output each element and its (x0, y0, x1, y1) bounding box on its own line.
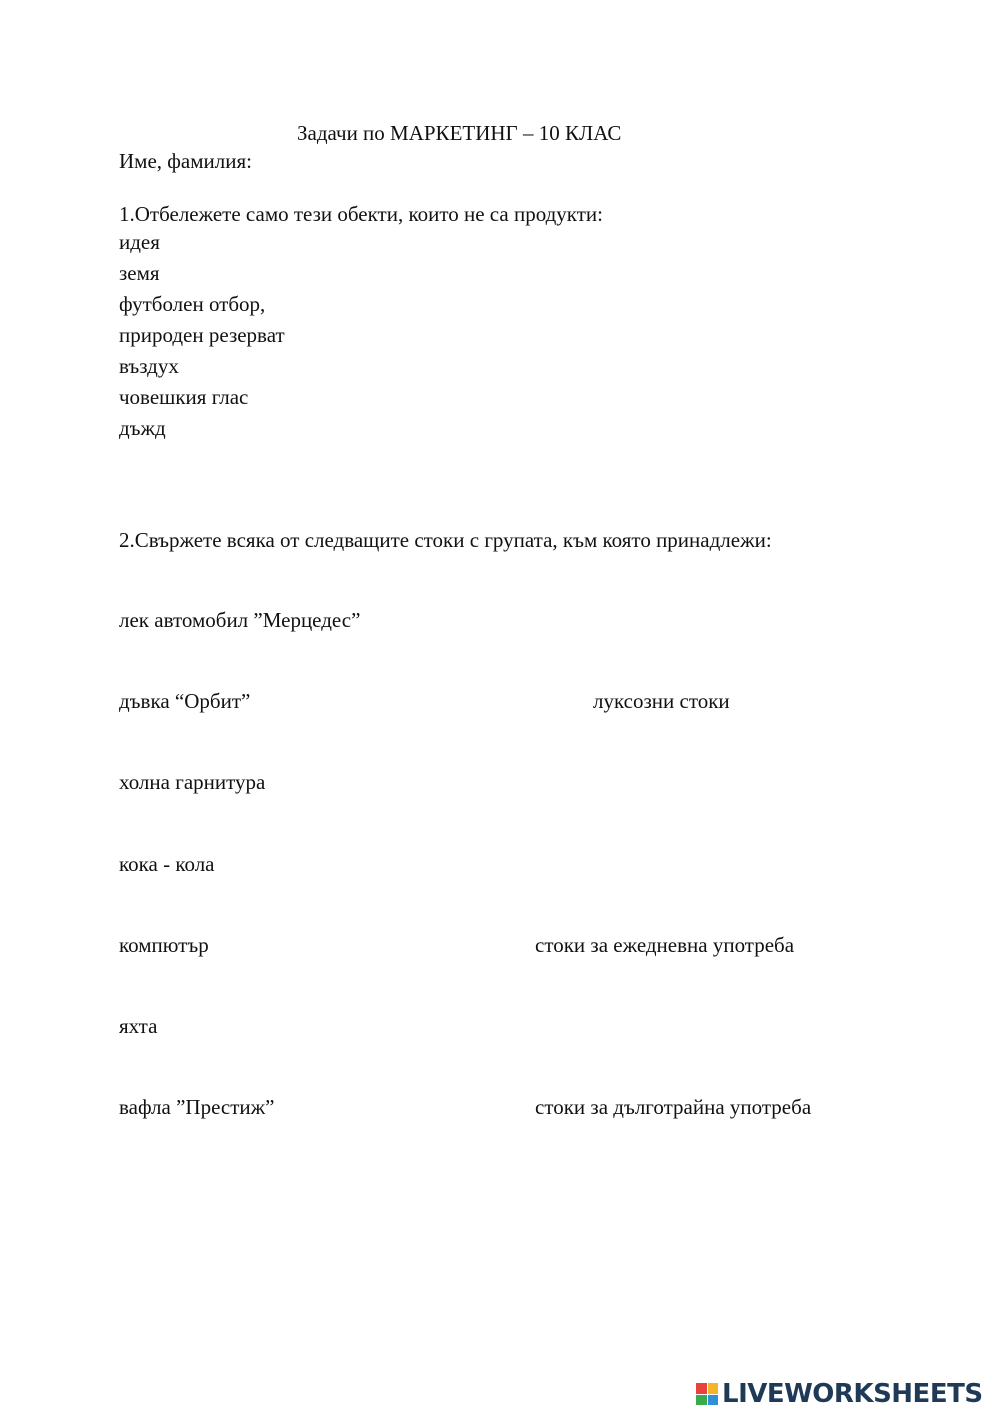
q1-option-idea[interactable]: идея (119, 230, 160, 254)
q2-group-luxury[interactable]: луксозни стоки (593, 689, 730, 713)
q1-option-football-team[interactable]: футболен отбор, (119, 292, 266, 316)
q2-item-sofa-set[interactable]: холна гарнитура (119, 770, 266, 794)
page-title: Задачи по МАРКЕТИНГ – 10 КЛАС (297, 121, 622, 145)
logo-text: LIVEWORKSHEETS (722, 1379, 983, 1409)
question-1-text: 1.Отбележете само тези обекти, които не са продукти: (119, 202, 603, 226)
q1-option-land[interactable]: земя (119, 261, 160, 285)
q2-item-coca-cola[interactable]: кока - кола (119, 852, 215, 876)
q2-item-yacht[interactable]: яхта (119, 1014, 158, 1038)
logo-square-yellow (708, 1383, 719, 1394)
logo-squares-icon (696, 1383, 718, 1405)
logo-square-red (696, 1383, 707, 1394)
q1-option-rain[interactable]: дъжд (119, 416, 166, 440)
logo-square-blue (708, 1395, 719, 1406)
q2-item-mercedes[interactable]: лек автомобил ”Мерцедес” (119, 608, 361, 632)
q2-item-computer[interactable]: компютър (119, 933, 209, 957)
q1-option-air[interactable]: въздух (119, 354, 179, 378)
q1-option-nature-reserve[interactable]: природен резерват (119, 323, 285, 347)
logo-square-green (696, 1395, 707, 1406)
question-2-text: 2.Свържете всяка от следващите стоки с групата, към която принадлежи: (119, 528, 772, 552)
q2-item-orbit-gum[interactable]: дъвка “Орбит” (119, 689, 251, 713)
q2-item-prestige-wafer[interactable]: вафла ”Престиж” (119, 1095, 275, 1119)
name-label: Име, фамилия: (119, 149, 252, 173)
q2-group-everyday[interactable]: стоки за ежедневна употреба (535, 933, 795, 957)
q2-group-durable[interactable]: стоки за дълготрайна употреба (535, 1095, 812, 1119)
q1-option-human-voice[interactable]: човешкия глас (119, 385, 249, 409)
liveworksheets-logo (696, 1379, 983, 1409)
